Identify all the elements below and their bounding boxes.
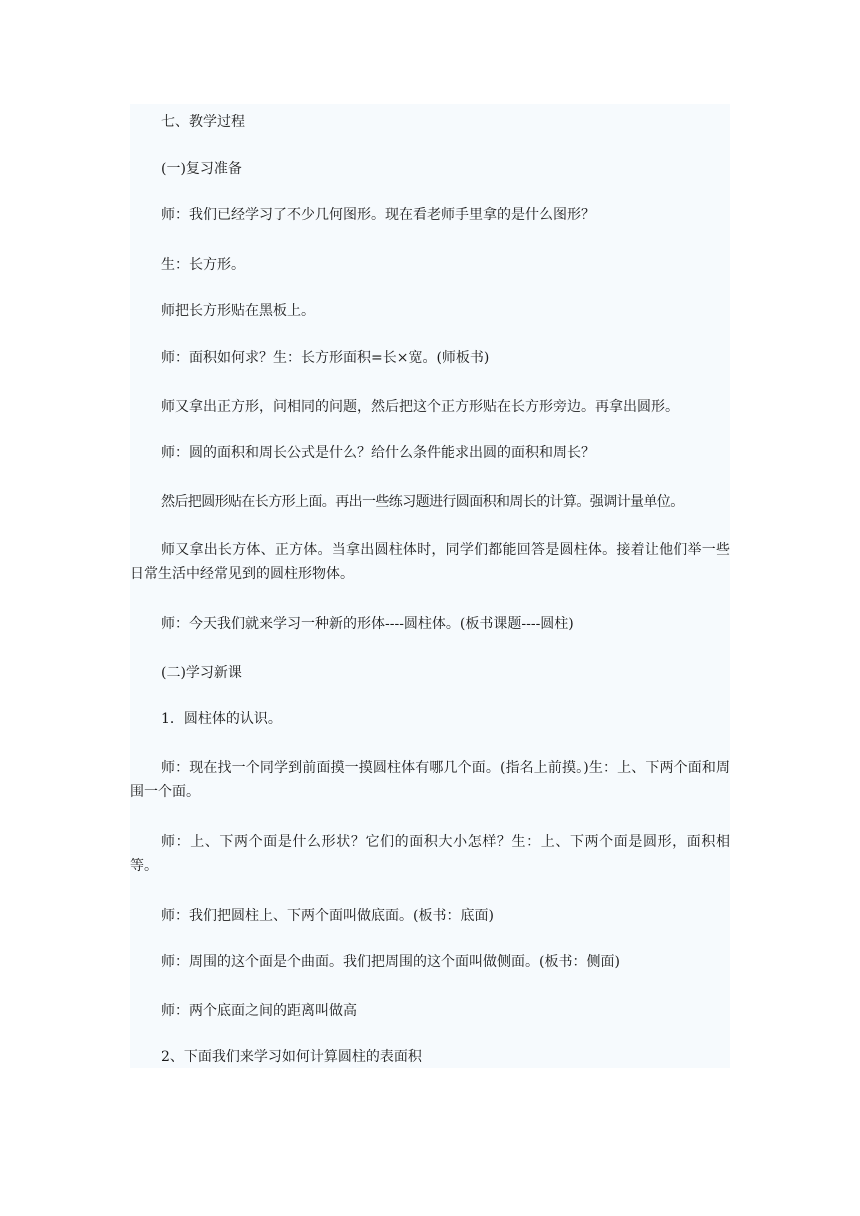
- paragraph: 师：圆的面积和周长公式是什么？给什么条件能求出圆的面积和周长？: [161, 445, 595, 461]
- paragraph: 师：上、下两个面是什么形状？它们的面积大小怎样？生：上、下两个面是圆形，面积相等。: [130, 834, 730, 874]
- paragraph: 师：现在找一个同学到前面摸一摸圆柱体有哪几个面。(指名上前摸。)生：上、下两个面和周围一个面。: [130, 760, 730, 800]
- paragraph: 师：两个底面之间的距离叫做高: [161, 1003, 357, 1019]
- subsection-heading: (二)学习新课: [161, 665, 242, 681]
- paragraph: 师把长方形贴在黑板上。: [161, 303, 315, 319]
- paragraph: 师又拿出长方体、正方体。当拿出圆柱体时，同学们都能回答是圆柱体。接着让他们举一些日常生活中经常见到的圆柱形物体。: [130, 542, 730, 582]
- section-heading: 七、教学过程: [161, 114, 245, 130]
- subsection-heading: (一)复习准备: [161, 161, 242, 177]
- paragraph: 师：我们把圆柱上、下两个面叫做底面。(板书：底面): [161, 908, 494, 924]
- paragraph: 师：周围的这个面是个曲面。我们把周围的这个面叫做侧面。(板书：侧面): [161, 954, 620, 970]
- list-item-heading: 2、下面我们来学习如何计算圆柱的表面积: [161, 1049, 422, 1065]
- paragraph: 然后把圆形贴在长方形上面。再出一些练习题进行圆面积和周长的计算。强调计量单位。: [161, 494, 684, 510]
- list-item-heading: 1．圆柱体的认识。: [161, 711, 282, 727]
- paragraph: 师：今天我们就来学习一种新的形体----圆柱体。(板书课题----圆柱): [161, 616, 574, 632]
- paragraph: 师：面积如何求？生：长方形面积=长×宽。(师板书): [161, 350, 490, 366]
- paragraph: 师又拿出正方形，问相同的问题，然后把这个正方形贴在长方形旁边。再拿出圆形。: [161, 399, 679, 415]
- paragraph: 生：长方形。: [161, 257, 245, 273]
- paragraph: 师：我们已经学习了不少几何图形。现在看老师手里拿的是什么图形？: [161, 207, 595, 223]
